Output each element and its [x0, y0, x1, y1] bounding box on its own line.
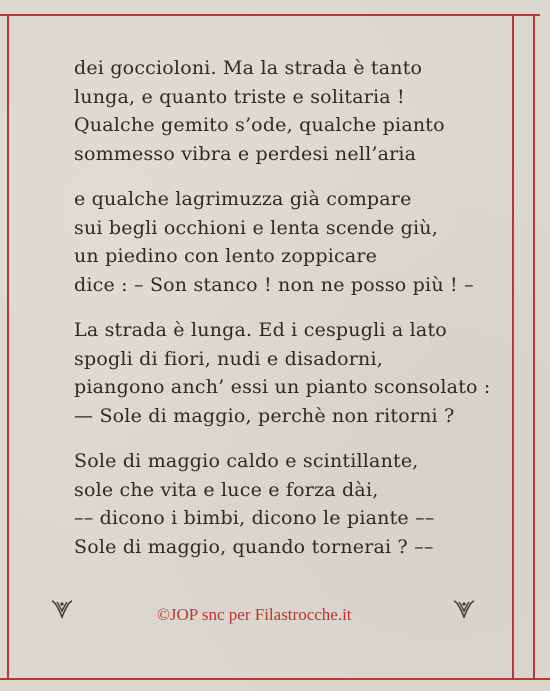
frame-rule-right-inner: [512, 14, 514, 680]
stanza: [74, 316, 494, 430]
poem-line: La strada è lunga. Ed i cespugli a lato: [74, 319, 447, 341]
poem-line: sole che vita e luce e forza dài,: [74, 478, 379, 501]
frame-rule-top: [0, 14, 540, 16]
poem-line: piangono anch’ essi un pianto sconsolato :: [74, 376, 491, 398]
poem-line: dei goccioloni. Ma la strada è tanto: [74, 57, 423, 79]
stanza: [74, 447, 494, 561]
poem-line: — Sole di maggio, perchè non ritorni ?: [74, 404, 455, 427]
poem-line: e qualche lagrimuzza già compare: [74, 188, 412, 210]
fleuron-icon: [452, 599, 476, 619]
poem-line: spogli di fiori, nudi e disadorni,: [74, 347, 383, 370]
poem-line: Sole di maggio, quando tornerai ? ––: [74, 535, 434, 558]
frame-rule-bottom: [0, 678, 550, 680]
stanza: [74, 54, 494, 168]
frame-rule-left: [7, 14, 9, 680]
poem-line: sui begli occhioni e lenta scende giù,: [74, 216, 438, 239]
poem-line: sommesso vibra e perdesi nell’aria: [74, 142, 417, 165]
poem-line: Qualche gemito s’ode, qualche pianto: [74, 114, 445, 136]
stanza: [74, 185, 494, 299]
poem-line: –– dicono i bimbi, dicono le piante ––: [74, 507, 435, 529]
poem-text: [74, 54, 494, 578]
copyright-notice: ©JOP snc per Filastrocche.it: [157, 605, 352, 624]
poem-line: dice : – Son stanco ! non ne posso più ! –: [74, 273, 474, 296]
frame-rule-right-outer: [533, 14, 535, 680]
fleuron-icon: [50, 599, 74, 619]
poem-line: Sole di maggio caldo e scintillante,: [74, 450, 419, 472]
poem-line: lunga, e quanto triste e solitaria !: [74, 85, 405, 108]
poem-line: un piedino con lento zoppicare: [74, 245, 378, 267]
